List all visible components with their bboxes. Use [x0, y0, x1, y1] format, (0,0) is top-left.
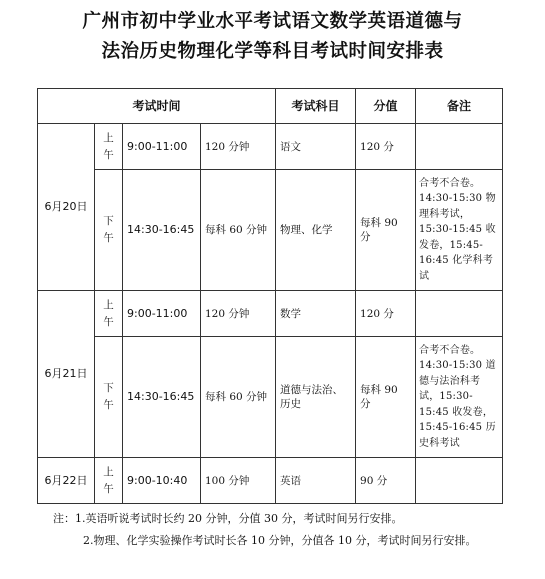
period-cell: [95, 124, 123, 170]
table-row: [38, 170, 503, 291]
duration-cell: 120 分钟: [201, 291, 276, 337]
duration-cell: 每科 60 分钟: [201, 337, 276, 458]
period-cell: [95, 291, 123, 337]
footnote-1: 注：1.英语听说考试时长约 20 分钟，分值 30 分，考试时间另行安排。: [53, 512, 403, 525]
duration-cell: 100 分钟: [201, 458, 276, 504]
subject-cell: 英语: [276, 458, 356, 504]
table-row: [38, 458, 503, 504]
date-cell: 6月20日: [38, 124, 95, 291]
page-title-line-1: 广州市初中学业水平考试语文数学英语道德与: [82, 11, 463, 32]
remark-cell: [416, 291, 503, 337]
score-cell: 每科 90 分: [356, 170, 416, 291]
remark-cell: [416, 124, 503, 170]
score-cell: 每科 90 分: [356, 337, 416, 458]
remark-cell: 合考不合卷。14:30-15:30 物理科考试，15:30-15:45 收发卷，15:45-16:45 化学科考试: [416, 170, 503, 291]
period-label: 下 午: [103, 382, 114, 411]
period-cell: [95, 458, 123, 504]
duration-cell: 每科 60 分钟: [201, 170, 276, 291]
score-cell: 120 分: [356, 124, 416, 170]
table-row: [38, 124, 503, 170]
period-label: 下 午: [103, 215, 114, 244]
table-header-row: [38, 89, 503, 124]
score-cell: 90 分: [356, 458, 416, 504]
exam-schedule-table: [37, 88, 503, 504]
period-cell: [95, 170, 123, 291]
date-cell: 6月21日: [38, 291, 95, 458]
time-cell: 14:30-16:45: [123, 337, 201, 458]
header-remark: 备注: [416, 89, 503, 124]
subject-cell: 道德与法治、历史: [276, 337, 356, 458]
header-score: 分值: [356, 89, 416, 124]
duration-cell: 120 分钟: [201, 124, 276, 170]
header-exam-time: 考试时间: [38, 89, 276, 124]
time-cell: 9:00-11:00: [123, 124, 201, 170]
table-row: [38, 291, 503, 337]
subject-cell: 语文: [276, 124, 356, 170]
footnote-2: 2.物理、化学实验操作考试时长各 10 分钟，分值各 10 分，考试时间另行安排。: [83, 534, 477, 547]
header-subject: 考试科目: [276, 89, 356, 124]
time-cell: 9:00-11:00: [123, 291, 201, 337]
page-title-line-2: 法治历史物理化学等科目考试时间安排表: [101, 41, 444, 62]
subject-cell: 数学: [276, 291, 356, 337]
time-cell: 14:30-16:45: [123, 170, 201, 291]
period-label: 上 午: [103, 131, 114, 161]
remark-cell: 合考不合卷。14:30-15:30 道德与法治科考试，15:30-15:45 收发卷，15:45-16:45 历史科考试: [416, 337, 503, 458]
table-row: [38, 337, 503, 458]
period-label: 上 午: [103, 465, 114, 495]
subject-cell: 物理、化学: [276, 170, 356, 291]
remark-cell: [416, 458, 503, 504]
time-cell: 9:00-10:40: [123, 458, 201, 504]
period-label: 上 午: [103, 298, 114, 328]
score-cell: 120 分: [356, 291, 416, 337]
period-cell: [95, 337, 123, 458]
date-cell: 6月22日: [38, 458, 95, 504]
